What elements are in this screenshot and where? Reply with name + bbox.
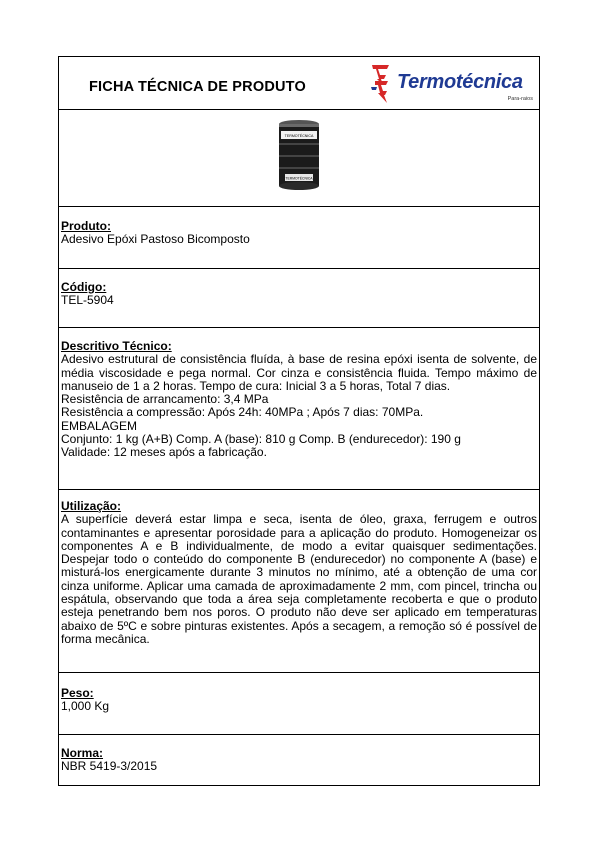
produto-section [61,220,537,247]
produto-value: Adesivo Epóxi Pastoso Bicomposto [61,232,250,247]
utilizacao-section [61,500,537,646]
norma-label: Norma: [61,746,104,760]
section-divider [59,489,539,490]
codigo-value: TEL-5904 [61,293,114,308]
section-divider [59,206,539,207]
can-label-bottom: TERMOTÉCNICA [285,176,313,181]
descritivo-section [61,340,537,460]
section-divider [59,734,539,735]
resistencia-arrancamento: Resistência de arrancamento: 3,4 MPa [61,392,269,407]
utilizacao-text: A superfície deverá estar limpa e seca, isenta de óleo, graxa, ferrugem e outros contaminantes e apresentar porosidade para a aplicação do produto. Homogeneizar os componentes A e B individualmente, de modo a evitar quaisquer sedimentações. Despejar todo o conteúdo do componente B (endurecedor) no componente A (base) e misturá-los energicamente durante 3 minutos no mínimo, até a obtenção de uma cor cinza uniforme. Aplicar uma camada de aproximadamente 2 mm, com pincel, trincha ou espátula, observando que toda a área seja completamente recoberta e que o produto esteja penetrando bem nos poros. O produto não deve ser aplicado em temperaturas abaixo de 5ºC e sobre pinturas existentes. Após a secagem, a remoção só é possível de forma mecânica. [61,512,537,646]
section-divider [59,268,539,269]
peso-section [61,687,537,714]
section-divider [59,327,539,328]
codigo-section [61,281,537,308]
resistencia-compressao: Resistência a compressão: Após 24h: 40MPa ; Após 7 dias: 70MPa. [61,405,424,420]
embalagem-heading: EMBALAGEM [61,418,138,433]
product-can-image [277,119,321,191]
descritivo-paragraph: Adesivo estrutural de consistência fluída, à base de resina epóxi isenta de solvente, de média viscosidade e pega normal. Cor cinza e consistência fluida. Tempo máximo de manuseio de 1 a 2 horas. Tempo de cura: Inicial 3 a 5 horas, Total 7 dias. [61,352,537,393]
sheet-header [59,57,539,110]
brand-tagline: Para-raios [507,96,533,102]
validade-line: Validade: 12 meses após a fabricação. [61,445,267,460]
codigo-label: Código: [61,280,107,294]
can-label-top: TERMOTÉCNICA [284,134,314,138]
document-title: FICHA TÉCNICA DE PRODUTO [89,79,306,95]
brand-name: Termotécnica [397,71,523,93]
norma-value: NBR 5419-3/2015 [61,759,158,774]
produto-label: Produto: [61,219,111,233]
lightning-logo-icon [369,63,393,105]
peso-label: Peso: [61,686,94,700]
descritivo-label: Descritivo Técnico: [61,339,172,353]
section-divider [59,672,539,673]
product-image-area [59,110,539,206]
termotecnica-logo [369,63,537,107]
norma-section [61,747,537,774]
technical-sheet [58,56,540,786]
utilizacao-label: Utilização: [61,499,122,513]
conjunto-line: Conjunto: 1 kg (A+B) Comp. A (base): 810 g Comp. B (endurecedor): 190 g [61,432,461,447]
peso-value: 1,000 Kg [61,699,110,714]
